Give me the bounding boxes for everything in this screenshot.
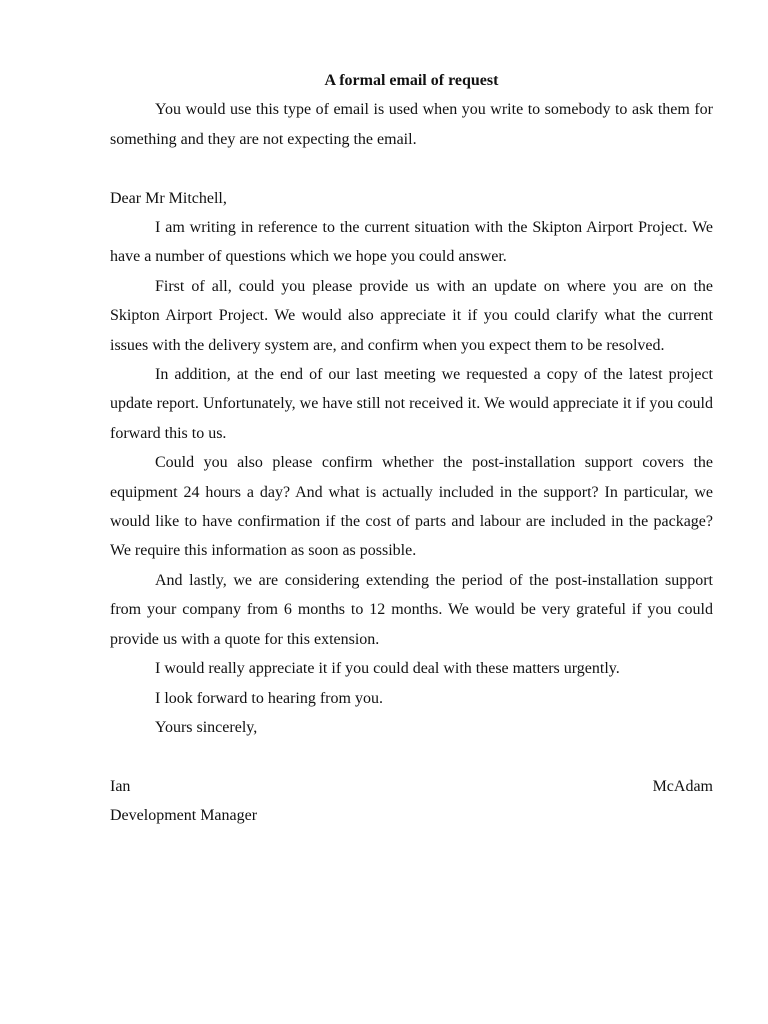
signature-last-name: McAdam [652, 777, 713, 795]
signature-name-row [110, 772, 713, 801]
salutation: Dear Mr Mitchell, [110, 189, 227, 207]
intro-paragraph: You would use this type of email is used when you write to somebody to ask them for something and they are not expecting the email. [110, 101, 713, 148]
body-paragraph-2: First of all, could you please provide us with an update on where you are on the Skipton Airport Project. We would also appreciate it if you could clarify what the current issues with the delivery system are, and confirm when you expect them to be resolved. [110, 277, 713, 354]
signature-first-name: Ian [110, 777, 131, 795]
body-paragraph-5: And lastly, we are considering extending the period of the post-installation support from your company from 6 months to 12 months. We would be very grateful if you could provide us with a quote for this extension. [110, 571, 713, 648]
blank-line [110, 742, 713, 771]
document-page [110, 66, 713, 831]
body-paragraph-1: I am writing in reference to the current situation with the Skipton Airport Project. We have a number of questions which we hope you could answer. [110, 219, 713, 266]
body-paragraph-4: Could you also please confirm whether the post-installation support covers the equipment 24 hours a day? And what is actually included in the support? In particular, we would like to have confirmation if the cost of parts and labour are included in the package? We require this information as soon as possible. [110, 454, 713, 560]
body-paragraph-3: In addition, at the end of our last meeting we requested a copy of the latest project update report. Unfortunately, we have still not received it. We would appreciate it if you could forward this to us. [110, 366, 713, 442]
body-paragraph-6: I would really appreciate it if you could deal with these matters urgently. [155, 660, 620, 678]
blank-line [110, 154, 713, 183]
document-title: A formal email of request [324, 72, 499, 89]
closing: Yours sincerely, [155, 718, 258, 736]
signature-position: Development Manager [110, 807, 258, 825]
body-paragraph-7: I look forward to hearing from you. [155, 689, 383, 707]
